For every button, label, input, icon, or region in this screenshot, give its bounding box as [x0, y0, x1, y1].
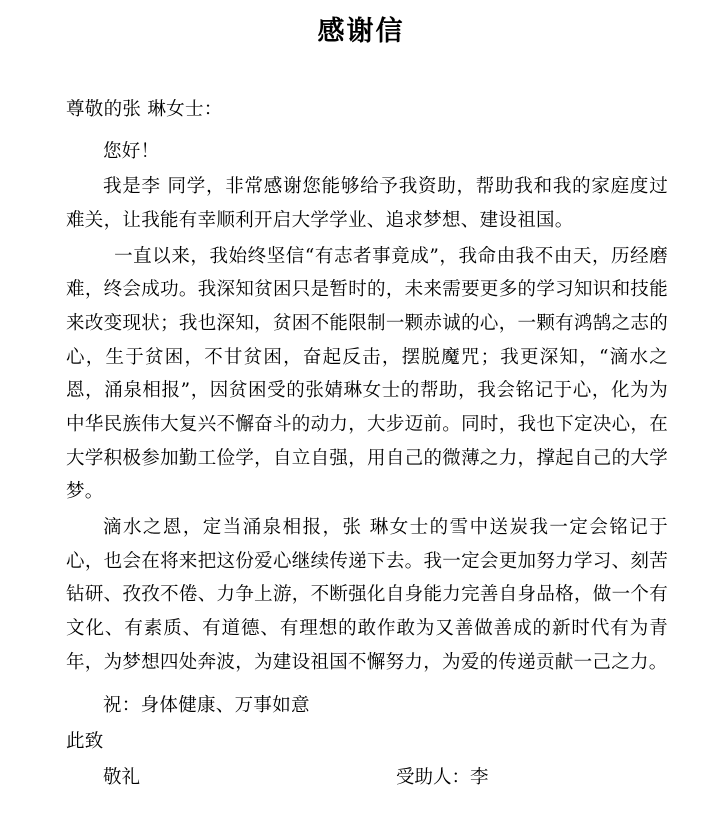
- salutation: 尊敬的张 琳女士：: [66, 99, 223, 121]
- greeting: 您好！: [103, 140, 160, 162]
- paragraph-3: 滴水之恩，定当涌泉相报，张 琳女士的雪中送炭我一定会铭记于心，也会在将来把这份爱心继续传递下去。我一定会更加努力学习、刻苦钻研、孜孜不倦、力争上游，不断强化自身能力完善自身品格，做一个有文化、有素质、有道德、有理想的敢作敢为又善做善成的新时代有为青年，为梦想四处奔波，为建设祖国不懈努力，为爱的传递贡献一己之力。: [66, 516, 668, 673]
- page-title: 感谢信: [317, 16, 405, 47]
- paragraph-2: 一直以来，我始终坚信“有志者事竟成”，我命由我不由天，历经磨难，终会成功。我深知贫困只是暂时的，未来需要更多的学习知识和技能来改变现状；我也深知，贫困不能限制一颗赤诚的心，一颗有鸿鹄之志的心，生于贫困，不甘贫困，奋起反击，摆脱魔咒；我更深知，“滴水之恩，涌泉相报”，因贫困受的张婧琳女士的帮助，我会铭记于心，化为为中华民族伟大复兴不懈奋斗的动力，大步迈前。同时，我也下定决心，在大学积极参加勤工俭学，自立自强，用自己的微薄之力，撑起自己的大学梦。: [66, 245, 668, 503]
- letter-body: [66, 93, 668, 794]
- document-page: [0, 14, 722, 839]
- signature-label: 受助人：李: [396, 766, 489, 788]
- closing-line-1: 此致: [66, 730, 104, 752]
- closing-block: [66, 689, 668, 794]
- paragraph-1: 我是李 同学，非常感谢您能够给予我资助，帮助我和我的家庭度过难关，让我能有幸顺利开启大学学业、追求梦想、建设祖国。: [66, 176, 668, 232]
- closing-line-2: 敬礼: [103, 766, 141, 788]
- wish-line: 祝：身体健康、万事如意: [103, 695, 310, 717]
- signature-row: [66, 761, 668, 795]
